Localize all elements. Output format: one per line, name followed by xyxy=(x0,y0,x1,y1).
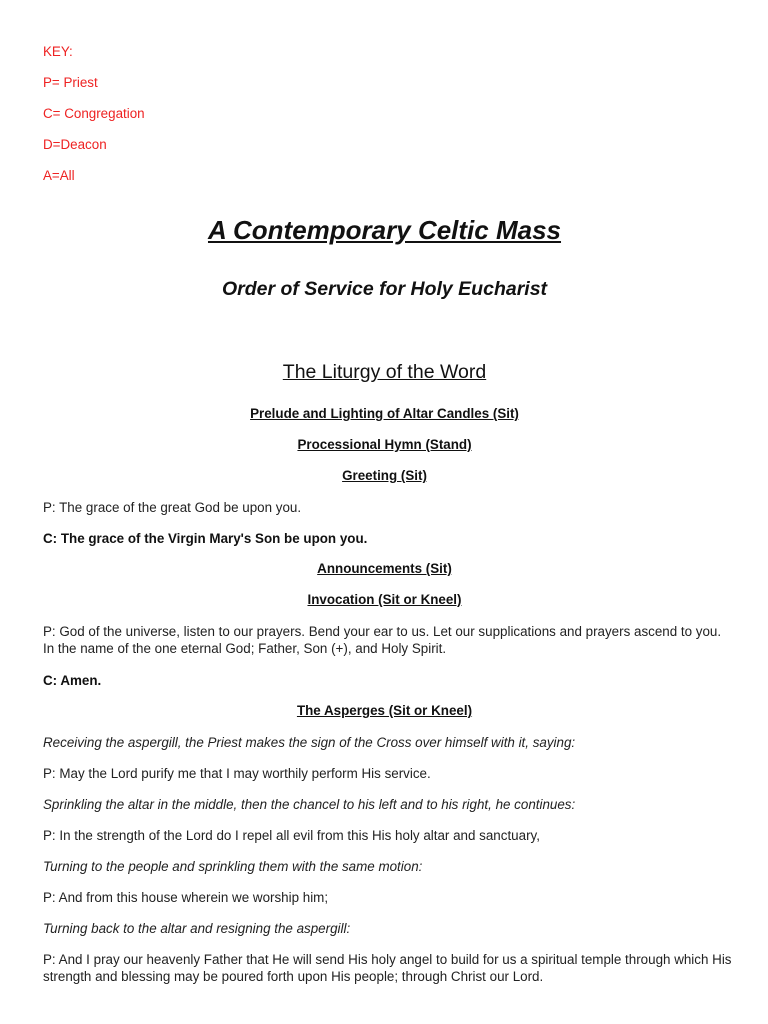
rubric-turning-to-people: Turning to the people and sprinkling them with the same motion: xyxy=(43,859,423,874)
key-item-deacon: D=Deacon xyxy=(43,137,107,152)
document-subtitle: Order of Service for Holy Eucharist xyxy=(221,278,548,300)
heading-announcements: Announcements (Sit) xyxy=(317,561,452,576)
priest-line-house: P: And from this house wherein we worship him; xyxy=(43,890,329,905)
document-title: A Contemporary Celtic Mass xyxy=(207,215,562,245)
rubric-sprinkling-altar: Sprinkling the altar in the middle, then the chancel to his left and to his right, he continues: xyxy=(43,797,576,812)
key-item-all: A=All xyxy=(43,168,75,183)
heading-prelude: Prelude and Lighting of Altar Candles (Sit) xyxy=(250,406,519,421)
congregation-line-greeting: C: The grace of the Virgin Mary's Son be upon you. xyxy=(43,531,368,546)
priest-line-heavenly-father: P: And I pray our heavenly Father that He will send His holy angel to build for us a spiritual temple through which His strength and blessing may be poured forth upon His people; through Christ our Lord. xyxy=(43,952,732,984)
key-item-priest: P= Priest xyxy=(43,75,98,90)
heading-greeting: Greeting (Sit) xyxy=(342,468,427,483)
heading-processional-hymn: Processional Hymn (Stand) xyxy=(297,437,472,452)
heading-asperges: The Asperges (Sit or Kneel) xyxy=(296,703,473,718)
priest-line-purify: P: May the Lord purify me that I may worthily perform His service. xyxy=(43,766,431,781)
priest-line-invocation: P: God of the universe, listen to our prayers. Bend your ear to us. Let our supplications and prayers ascend to you. In the name of the one eternal God; Father, Son (+), and Holy Spirit. xyxy=(43,624,722,656)
congregation-line-amen: C: Amen. xyxy=(43,673,102,688)
rubric-resigning-aspergill: Turning back to the altar and resigning the aspergill: xyxy=(43,921,351,936)
key-item-congregation: C= Congregation xyxy=(43,106,145,121)
heading-invocation: Invocation (Sit or Kneel) xyxy=(307,592,462,607)
rubric-receiving-aspergill: Receiving the aspergill, the Priest makes the sign of the Cross over himself with it, saying: xyxy=(43,735,576,750)
section-heading-liturgy-of-the-word: The Liturgy of the Word xyxy=(282,361,487,383)
priest-line-repel-evil: P: In the strength of the Lord do I repel all evil from this His holy altar and sanctuary, xyxy=(43,828,540,843)
key-heading: KEY: xyxy=(43,44,73,59)
priest-line-greeting: P: The grace of the great God be upon you. xyxy=(43,500,302,515)
